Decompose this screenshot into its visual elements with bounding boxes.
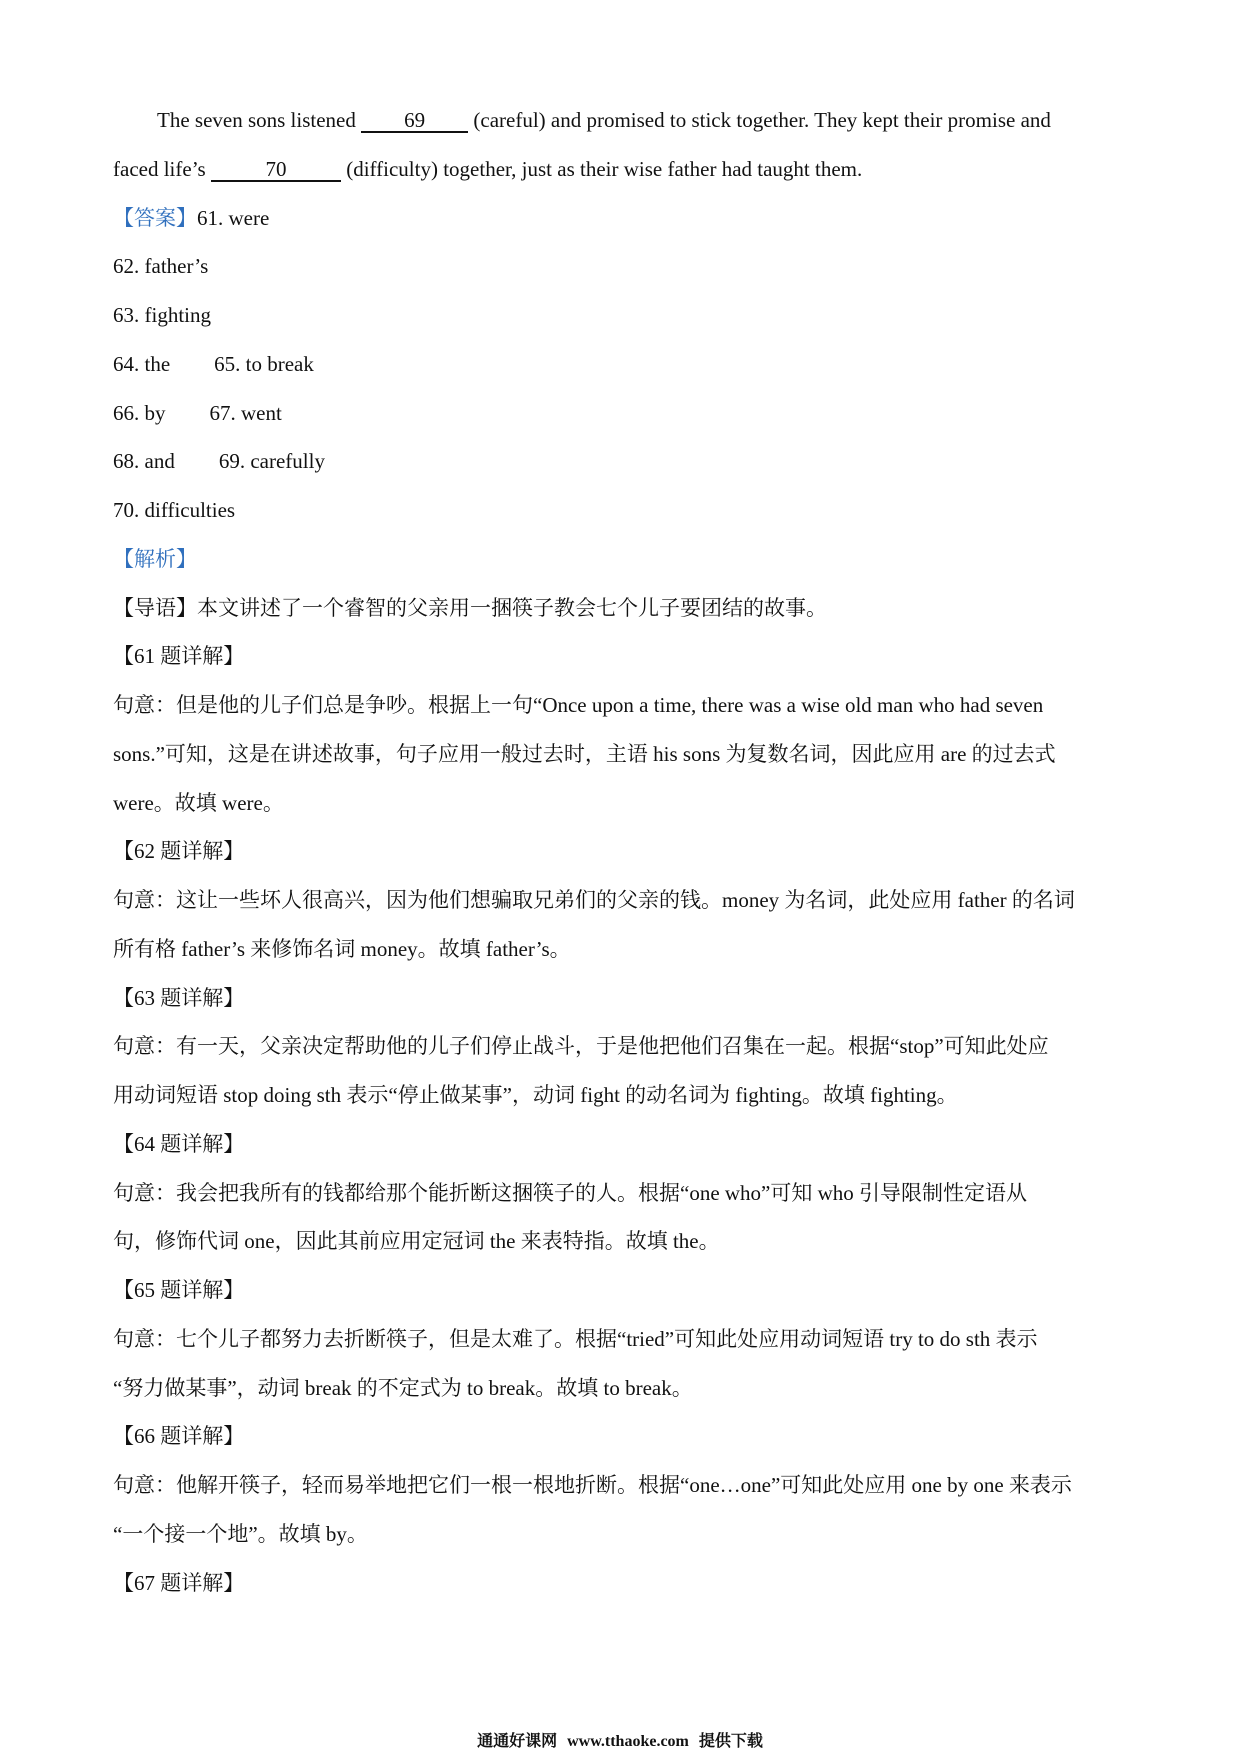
page-content bbox=[113, 96, 1127, 1607]
answer-item: 61. were bbox=[197, 205, 270, 230]
analysis-intro: 【导语】本文讲述了一个睿智的父亲用一捆筷子教会七个儿子要团结的故事。 bbox=[113, 595, 827, 620]
passage-line-2 bbox=[113, 145, 1127, 194]
explanation-line: 句意：有一天，父亲决定帮助他的儿子们停止战斗，于是他把他们召集在一起。根据“stop”可知此处应 bbox=[113, 1034, 1049, 1059]
section-heading-65: 【65 题详解】 bbox=[113, 1278, 245, 1302]
section-heading-64: 【64 题详解】 bbox=[113, 1131, 245, 1156]
page-footer bbox=[0, 1731, 1240, 1752]
explanation-line: 句意：这让一些坏人很高兴，因为他们想骗取兄弟们的父亲的钱。money 为名词，此处应用 father 的名词 bbox=[113, 888, 1075, 912]
footer-suffix: 提供下载 bbox=[698, 1733, 763, 1750]
explanation-line: 句意：我会把我所有的钱都给那个能折断这捆筷子的人。根据“one who”可知 who 引导限制性定语从 bbox=[113, 1180, 1028, 1205]
passage-text: (difficulty) together, just as their wise father had taught them. bbox=[340, 156, 863, 181]
answer-row bbox=[113, 389, 1127, 438]
explanation-line: were。故填 were。 bbox=[113, 790, 284, 815]
section-heading-67: 【67 题详解】 bbox=[113, 1570, 245, 1595]
answer-row bbox=[113, 340, 1127, 389]
answer-item: 68. and bbox=[113, 449, 175, 474]
explanation-line: 所有格 father’s 来修饰名词 money。故填 father’s。 bbox=[113, 936, 571, 961]
explanation-line: 句意：七个儿子都努力去折断筷子，但是太难了。根据“tried”可知此处应用动词短语 try to do sth 表示 bbox=[113, 1326, 1038, 1351]
section-heading-63: 【63 题详解】 bbox=[113, 985, 245, 1010]
footer-site-name: 通通好课网 bbox=[477, 1733, 558, 1750]
answer-item: 64. the bbox=[113, 351, 171, 376]
footer-url: www.tthaoke.com bbox=[567, 1733, 689, 1750]
answer-row bbox=[113, 437, 1127, 486]
explanation-line: “努力做某事”，动词 break 的不定式为 to break。故填 to break。 bbox=[113, 1375, 693, 1400]
answer-row bbox=[113, 194, 1127, 243]
section-heading-61: 【61 题详解】 bbox=[113, 644, 245, 669]
passage-text: faced life’s bbox=[113, 156, 211, 181]
answer-row bbox=[113, 486, 1127, 535]
explanation-line: 句意：他解开筷子，轻而易举地把它们一根一根地折断。根据“one…one”可知此处应用 one by one 来表示 bbox=[113, 1473, 1072, 1497]
answer-row bbox=[113, 242, 1127, 291]
explanation-line: sons.”可知，这是在讲述故事，句子应用一般过去时，主语 his sons 为复数名词，因此应用 are 的过去式 bbox=[113, 741, 1056, 766]
explanation-line: “一个接一个地”。故填 by。 bbox=[113, 1521, 368, 1546]
answer-item: 62. father’s bbox=[113, 254, 209, 279]
answer-label: 【答案】 bbox=[113, 205, 197, 230]
explanation-line: 句，修饰代词 one，因此其前应用定冠词 the 来表特指。故填 the。 bbox=[113, 1229, 720, 1254]
section-heading-66: 【66 题详解】 bbox=[113, 1424, 245, 1449]
answer-item: 66. by bbox=[113, 400, 166, 425]
passage-text: (careful) and promised to stick together. They kept their promise and bbox=[468, 108, 1051, 132]
explanation-line: 句意：但是他的儿子们总是争吵。根据上一句“Once upon a time, there was a wise old man who had seven bbox=[113, 693, 1044, 717]
answer-item: 65. to break bbox=[214, 351, 314, 376]
answer-item: 63. fighting bbox=[113, 303, 211, 327]
answer-blank-69: 69 bbox=[361, 109, 468, 133]
analysis-label: 【解析】 bbox=[113, 546, 197, 571]
answer-item: 67. went bbox=[209, 400, 282, 425]
answer-item: 70. difficulties bbox=[113, 498, 236, 522]
passage-line-1 bbox=[113, 96, 1127, 145]
explanation-line: 用动词短语 stop doing sth 表示“停止做某事”，动词 fight 的动名词为 fighting。故填 fighting。 bbox=[113, 1083, 958, 1107]
section-heading-62: 【62 题详解】 bbox=[113, 839, 245, 864]
answer-blank-70: 70 bbox=[211, 158, 341, 182]
answer-item: 69. carefully bbox=[218, 449, 325, 474]
passage-text: The seven sons listened bbox=[157, 108, 362, 132]
answer-row bbox=[113, 291, 1127, 340]
